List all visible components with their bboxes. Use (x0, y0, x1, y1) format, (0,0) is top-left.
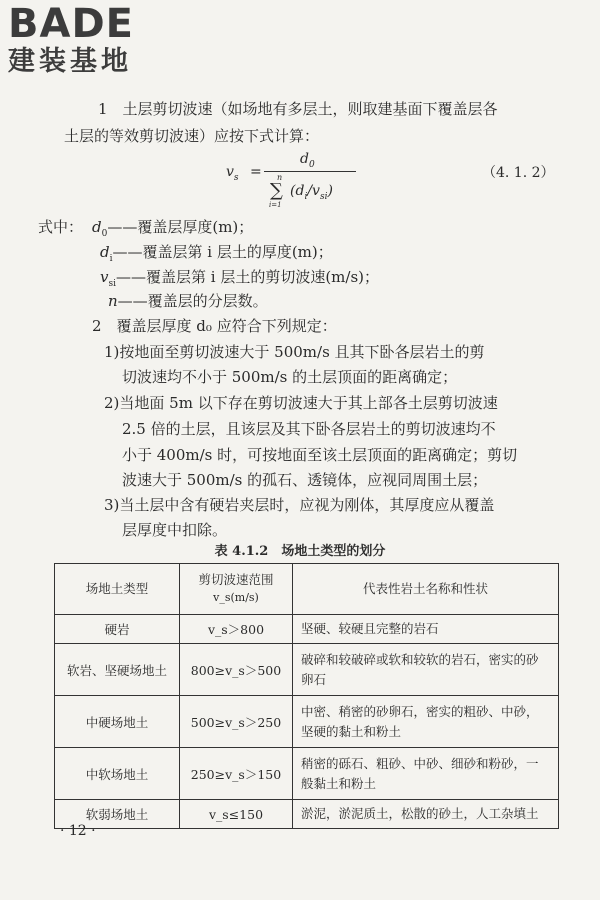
where-intro: 式中： (38, 218, 84, 236)
cell-soil-type: 中软场地土 (55, 748, 180, 800)
cell-soil-type: 软弱场地土 (55, 800, 180, 829)
table-row (55, 615, 559, 644)
fraction-bar (264, 171, 356, 172)
def-d0: $d_0——$覆盖层厚度(m)； (92, 218, 254, 239)
cell-velocity-range: v_s＞800 (180, 615, 293, 644)
cell-velocity-range: 500≥v_s＞250 (180, 696, 293, 748)
item2-rule2-line1: 2)当地面 5m 以下存在剪切波速大于其上部各土层剪切波速 (104, 394, 498, 412)
cell-description: 稍密的砾石、粗砂、中砂、细砂和粉砂，一般黏土和粉土 (293, 748, 559, 800)
header-velocity-range (180, 564, 293, 615)
def-vsi: $v_{si}——$覆盖层第 i 层土的剪切波速(m/s)； (100, 268, 379, 289)
cell-description: 破碎和较破碎或软和较软的岩石，密实的砂卵石 (293, 644, 559, 696)
cell-description: 淤泥，淤泥质土，松散的砂土，人工杂填土 (293, 800, 559, 829)
item2-rule2-line2: 2.5 倍的土层，且该层及其下卧各层岩土的剪切波速均不 (122, 420, 496, 438)
item2-rule1-line2: 切波速均不小于 500m/s 的土层顶面的距离确定； (122, 368, 458, 386)
brand-logo (8, 2, 134, 78)
formula-equals: = (250, 164, 262, 180)
item2-rule3-line1: 3)当土层中含有硬岩夹层时，应视为刚体，其厚度应从覆盖 (104, 496, 495, 514)
formula-denominator: $(d_i/v_{si})$ (290, 183, 333, 202)
cell-soil-type: 中硬场地土 (55, 696, 180, 748)
table-header-row (55, 564, 559, 615)
cell-soil-type: 软岩、坚硬场地土 (55, 644, 180, 696)
table-row (55, 644, 559, 696)
table-row (55, 800, 559, 829)
page-number: · 12 · (60, 823, 96, 839)
table-caption: 表 4.1.2 场地土类型的划分 (214, 544, 386, 559)
cell-soil-type: 硬岩 (55, 615, 180, 644)
sum-symbol: ∑ (270, 180, 283, 201)
table-row (55, 748, 559, 800)
formula-numerator: $d_0$ (300, 151, 315, 170)
logo-text-en: BADE (8, 1, 134, 47)
equation-number: （4. 1. 2） (482, 165, 555, 181)
cell-description: 坚硬、较硬且完整的岩石 (293, 615, 559, 644)
item2-rule1-line1: 1)按地面至剪切波速大于 500m/s 且其下卧各层岩土的剪 (104, 343, 485, 361)
header-velocity-unit: v_s(m/s) (213, 591, 259, 604)
item2-rule2-line3: 小于 400m/s 时，可按地面至该土层顶面的距离确定；剪切 (122, 446, 518, 464)
cell-description: 中密、稍密的砂卵石，密实的粗砂、中砂，坚硬的黏土和粉土 (293, 696, 559, 748)
logo-text-cn: 建装基地 (8, 46, 132, 77)
def-n: n——覆盖层的分层数。 (108, 292, 268, 310)
sum-upper-limit: n (277, 173, 283, 182)
item1-line2: 土层的等效剪切波速）应按下式计算： (64, 127, 320, 145)
item2-title: 2 覆盖层厚度 d₀ 应符合下列规定： (92, 317, 337, 335)
item2-rule2-line4: 波速大于 500m/s 的孤石、透镜体，应视同周围土层； (122, 471, 488, 489)
cell-velocity-range: 800≥v_s＞500 (180, 644, 293, 696)
header-description: 代表性岩土名称和性状 (293, 564, 559, 615)
sum-lower-limit: i=1 (269, 201, 282, 209)
header-velocity-label: 剪切波速范围 (198, 572, 274, 587)
item2-rule3-line2: 层厚度中扣除。 (122, 521, 228, 539)
item1-line1: 1 土层剪切波速（如场地有多层土，则取建基面下覆盖层各 (98, 100, 498, 118)
def-di: $d_i——$覆盖层第 i 层土的厚度(m)； (100, 243, 333, 264)
cell-velocity-range: 250≥v_s＞150 (180, 748, 293, 800)
cell-velocity-range: v_s≤150 (180, 800, 293, 829)
site-soil-table (54, 563, 559, 829)
table-row (55, 696, 559, 748)
formula-lhs: $v_s$ (226, 164, 239, 183)
header-soil-type: 场地土类型 (55, 564, 180, 615)
